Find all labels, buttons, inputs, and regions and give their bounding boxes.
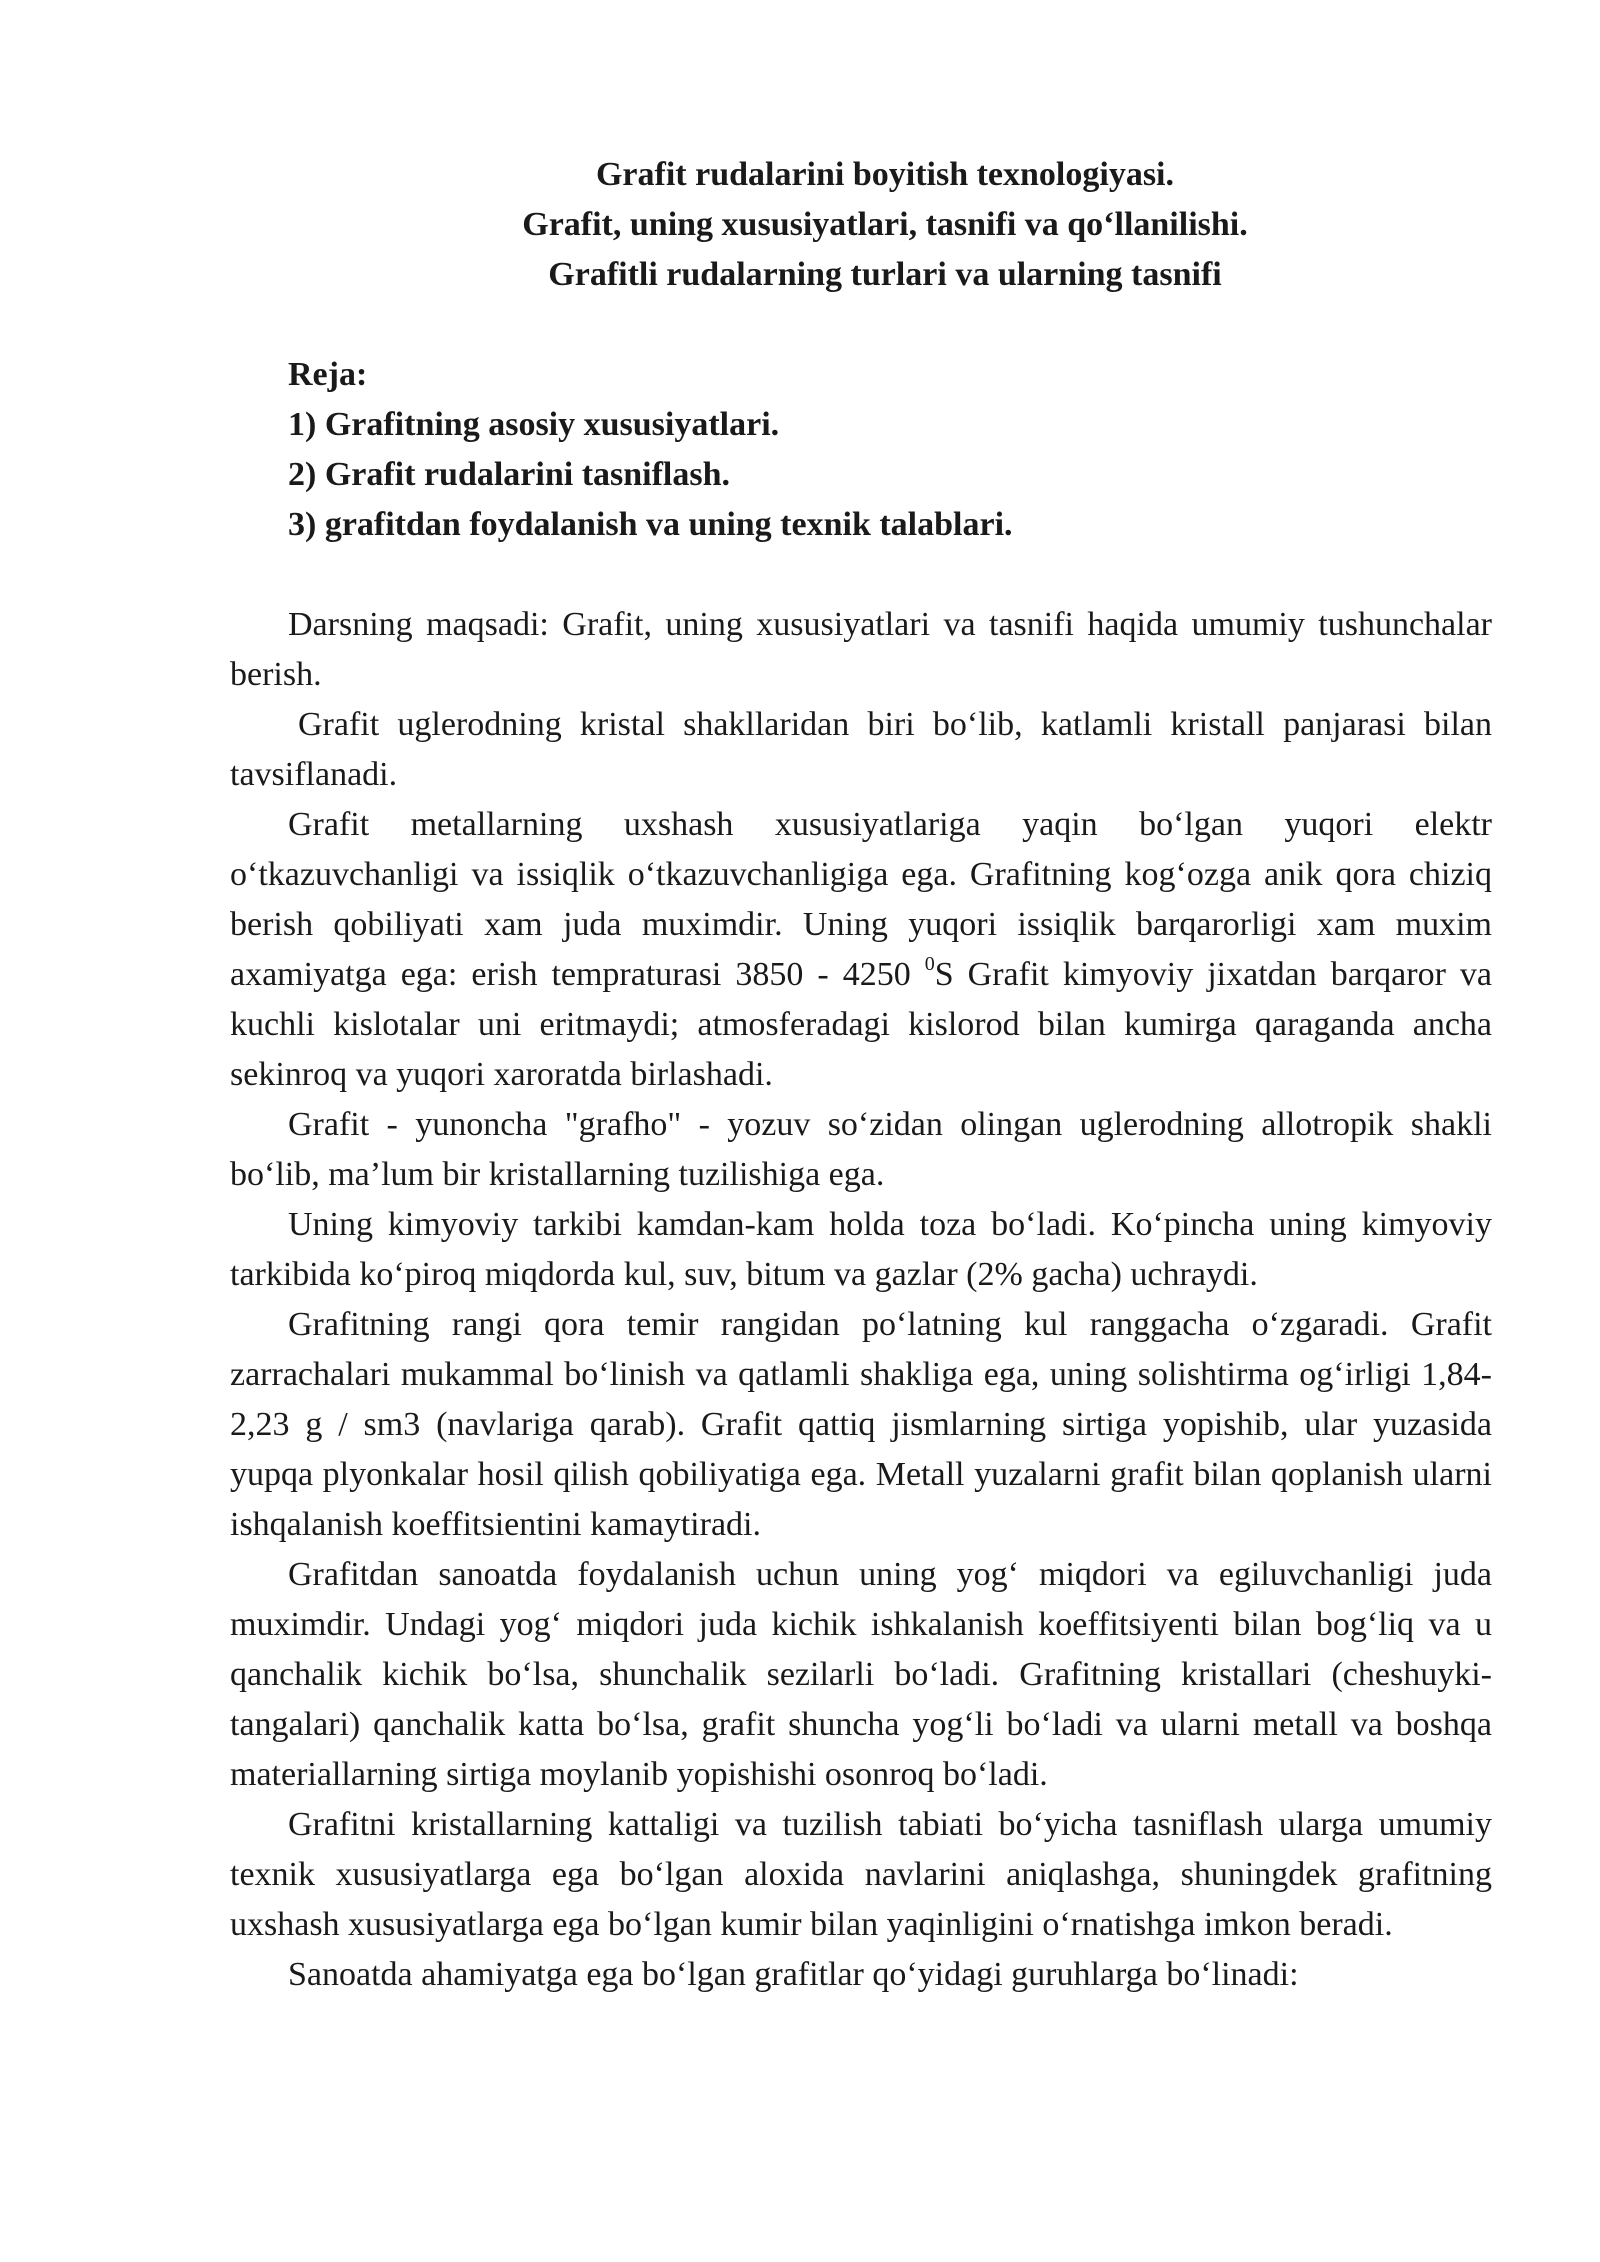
- body-paragraph: Grafitning rangi qora temir rangidan po‘latning kul ranggacha o‘zgaradi. Grafit zarrachalari mukammal bo‘linish va qatlamli shakliga ega, uning solishtirma og‘irligi 1,84-2,23 g / sm3 (navlariga qarab). Grafit qattiq jismlarning sirtiga yopishib, ular yuzasida yupqa plyonkalar hosil qilish qobiliyatiga ega. Metall yuzalarni grafit bilan qoplanish ularni ishqalanish koeffitsientini kamaytiradi.: [230, 1306, 1492, 1543]
- degree-superscript: 0: [924, 953, 935, 975]
- body-paragraph: [230, 800, 1492, 1100]
- document-body: [230, 600, 1492, 2000]
- body-paragraph: Sanoatda ahamiyatga ega bo‘lgan grafitlar qo‘yidagi guruhlarga bo‘linadi:: [288, 1956, 1299, 1993]
- plan-heading: Reja:: [288, 356, 368, 393]
- body-paragraph: Grafit - yunoncha "grafho" - yozuv so‘zidan olingan uglerodning allotropik shakli bo‘lib, ma’lum bir kristallarning tuzilishiga ega.: [230, 1106, 1492, 1193]
- paragraph-text: S Grafit kimyoviy jixatdan barqaror va kuchli kislotalar uni eritmaydi; atmosferadagi kislorod bilan kumirga qaraganda ancha sekinroq va yuqori xaroratda birlashadi.: [230, 956, 1492, 1093]
- title-line: Grafitli rudalarning turlari va ularning tasnifi: [548, 256, 1222, 293]
- plan-item: 1) Grafitning asosiy xususiyatlari.: [288, 406, 780, 443]
- lesson-plan: [288, 350, 1488, 550]
- body-paragraph: Grafit uglerodning kristal shakllaridan biri bo‘lib, katlamli kristall panjarasi bilan tavsiflanadi.: [230, 706, 1492, 793]
- body-paragraph: Grafitdan sanoatda foydalanish uchun uning yog‘ miqdori va egiluvchanligi juda muximdir. Undagi yog‘ miqdori juda kichik ishkalanish koeffitsiyenti bilan bog‘liq va u qanchalik kichik bo‘lsa, shunchalik sezilarli bo‘ladi. Grafitning kristallari (cheshuyki- tangalari) qanchalik katta bo‘lsa, grafit shuncha yog‘li bo‘ladi va ularni metall va boshqa materiallarning sirtiga moylanib yopishishi osonroq bo‘ladi.: [230, 1556, 1492, 1793]
- body-paragraph: Uning kimyoviy tarkibi kamdan-kam holda toza bo‘ladi. Ko‘pincha uning kimyoviy tarkibida ko‘piroq miqdorda kul, suv, bitum va gazlar (2% gacha) uchraydi.: [230, 1206, 1492, 1293]
- plan-item: 2) Grafit rudalarini tasniflash.: [288, 456, 731, 493]
- document-title: [230, 150, 1540, 300]
- title-line: Grafit rudalarini boyitish texnologiyasi.: [595, 156, 1175, 193]
- title-line: Grafit, uning xususiyatlari, tasnifi va qo‘llanilishi.: [522, 206, 1248, 243]
- body-paragraph: Grafitni kristallarning kattaligi va tuzilish tabiati bo‘yicha tasniflash ularga umumiy texnik xususiyatlarga ega bo‘lgan aloxida navlarini aniqlashga, shuningdek grafitning uxshash xususiyatlarga ega bo‘lgan kumir bilan yaqinligini o‘rnatishga imkon beradi.: [230, 1806, 1492, 1943]
- paragraph-text: Grafit metallarning uxshash xususiyatlariga yaqin bo‘lgan yuqori elektr o‘tkazuvchanligi va issiqlik o‘tkazuvchanligiga ega. Grafitning kog‘ozga anik qora chiziq berish qobiliyati xam juda muximdir. Uning yuqori issiqlik barqarorligi xam muxim axamiyatga ega: erish tempraturasi 3850 - 4250: [230, 806, 1492, 993]
- plan-item: 3) grafitdan foydalanish va uning texnik talablari.: [288, 506, 1013, 543]
- body-paragraph: Darsning maqsadi: Grafit, uning xususiyatlari va tasnifi haqida umumiy tushunchalar berish.: [230, 606, 1492, 693]
